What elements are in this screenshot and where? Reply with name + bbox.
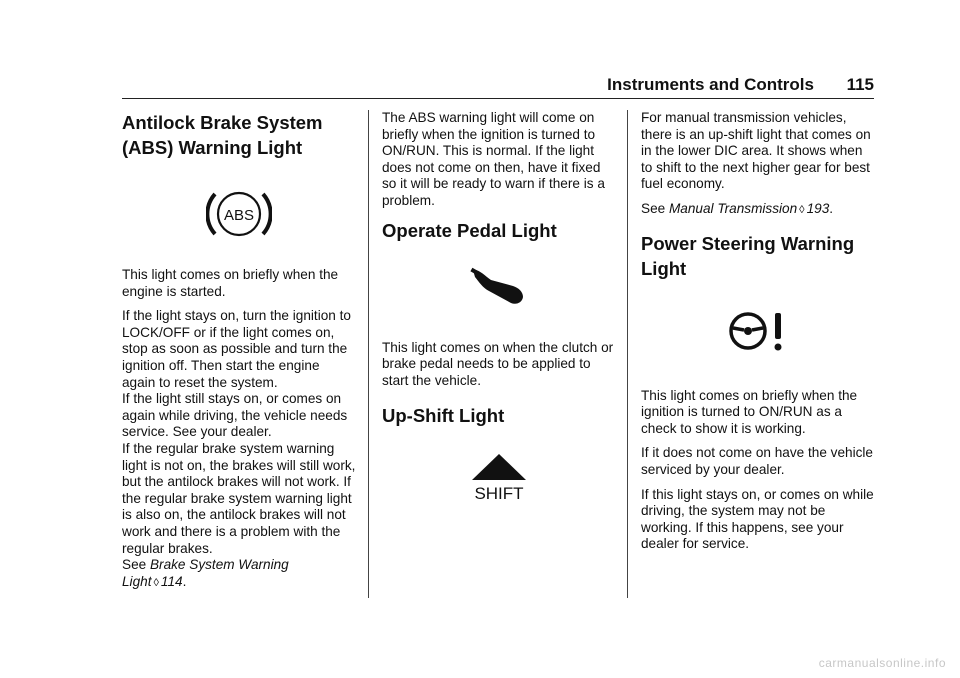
watermark: carmanualsonline.info [818,656,946,670]
page-number: 115 [846,75,874,94]
abs-paragraph-4: If the regular brake system warning light is not on, the brakes will still work, but the antilock brakes will not work. If the regular brake system warning light is also on, the antilock brakes will not work and there is a problem with the regular brakes. [122,440,356,556]
ref-page-number[interactable]: 193 [806,200,830,216]
column-divider [368,110,369,598]
power-steering-paragraph-3: If this light stays on, or comes on while driving, the system may not be working. If this happens, see your dealer for service. [641,486,874,552]
svg-text:SHIFT: SHIFT [474,484,524,503]
ref-link-manual-transmission[interactable]: Manual Transmission [668,200,798,216]
upshift-heading: Up-Shift Light [382,405,505,427]
power-steering-heading-line1: Power Steering Warning [641,232,855,254]
column-2 [382,110,616,507]
page-ref-icon: ◊ [153,576,159,589]
abs-heading [122,110,356,160]
power-steering-paragraph-2: If it does not come on have the vehicle serviced by your dealer. [641,445,873,477]
page-ref-icon: ◊ [799,203,805,216]
power-steering-heading-line2: Light [641,257,687,279]
abs-warning-icon [122,186,356,247]
upshift-icon [382,452,616,507]
abs-paragraph-2: If the light stays on, turn the ignition to LOCK/OFF or if the light comes on, stop as soon as possible and turn the ignition off. Then start the engine again to reset the system. [122,308,351,390]
abs-heading-line2: (ABS) Warning Light [122,137,303,158]
ref-page-number[interactable]: 114 [160,573,183,589]
see-label: See [122,557,147,573]
steering-wheel-warning-icon [641,309,875,360]
abs-paragraph-1: This light comes on briefly when the engine is started. [122,267,339,299]
pedal-heading: Operate Pedal Light [382,219,557,241]
section-title: Instruments and Controls [607,75,814,94]
column-3 [641,110,875,561]
page-header [122,76,874,99]
abs-paragraph-3: If the light still stays on, or comes on again while driving, the vehicle needs service. See your dealer. [122,391,348,440]
column-divider [627,110,628,598]
power-steering-paragraph-1: This light comes on briefly when the ignition is turned to ON/RUN as a check to show it is working. [641,387,858,436]
abs-see-reference: See Brake System Warning Light ◊ 114. [122,557,289,589]
column-1 [122,110,356,599]
abs-paragraph-5: The ABS warning light will come on briefly when the ignition is turned to ON/RUN. This is normal. If the light does not come on then, have it fixed so it will be ready to warn if there is a problem. [382,110,605,208]
see-label: See [641,200,666,216]
pedal-paragraph: This light comes on when the clutch or brake pedal needs to be applied to start the vehicle. [382,339,614,388]
abs-heading-line1: Antilock Brake System [122,112,323,133]
svg-text:ABS: ABS [223,207,255,224]
upshift-see-reference: See Manual Transmission ◊ 193. [641,200,834,216]
foot-pedal-icon [382,267,616,312]
power-steering-heading [641,231,875,281]
upshift-paragraph: For manual transmission vehicles, there is an up-shift light that comes on in the lower DIC area. It shows when to shift to the next higher gear for best fuel economy. [641,110,871,192]
ref-link-brake-warning[interactable]: Brake System Warning Light [122,557,289,589]
